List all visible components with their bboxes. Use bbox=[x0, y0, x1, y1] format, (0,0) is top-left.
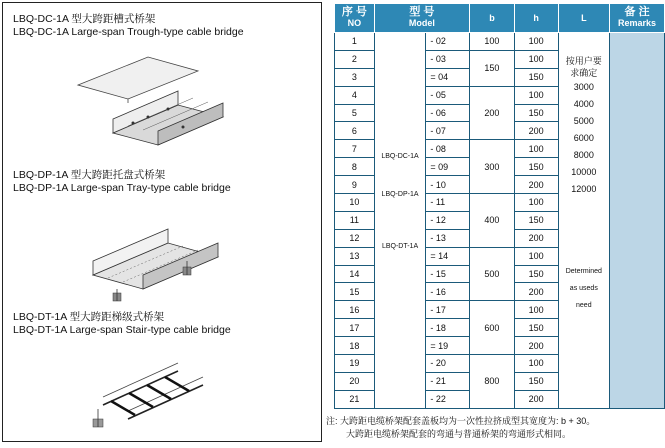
cell-no: 6 bbox=[335, 122, 375, 140]
cell-model-code: - 08 bbox=[426, 140, 470, 158]
cell-model-code: - 07 bbox=[426, 122, 470, 140]
model-name-label: LBQ-DP-1A bbox=[381, 191, 419, 198]
cell-no: 1 bbox=[335, 33, 375, 51]
cell-no: 3 bbox=[335, 68, 375, 86]
cell-h: 150 bbox=[514, 319, 558, 337]
cell-no: 8 bbox=[335, 158, 375, 176]
length-value: 4000 bbox=[573, 99, 594, 109]
spec-table bbox=[334, 3, 665, 409]
cell-no: 13 bbox=[335, 247, 375, 265]
cell-model-code: = 14 bbox=[426, 247, 470, 265]
cell-b: 600 bbox=[470, 301, 515, 355]
footnote-line-2: 大跨距电缆桥架配套的弯通与普通桥架的弯通形式相同。 bbox=[346, 429, 572, 439]
header-model: 型 号 Model bbox=[374, 4, 469, 33]
cell-h: 100 bbox=[514, 33, 558, 51]
cell-h: 100 bbox=[514, 301, 558, 319]
cell-no: 16 bbox=[335, 301, 375, 319]
cell-remarks bbox=[610, 33, 665, 409]
length-value: 求确定 bbox=[570, 68, 598, 78]
caption-cn: LBQ-DC-1A 型大跨距槽式桥架 bbox=[13, 13, 156, 25]
caption-en: LBQ-DT-1A Large-span Stair-type cable bridge bbox=[13, 324, 231, 336]
cell-b: 100 bbox=[470, 33, 515, 51]
table-footnote bbox=[326, 415, 595, 441]
cell-model-code: - 15 bbox=[426, 265, 470, 283]
length-value: 12000 bbox=[571, 184, 597, 194]
cell-b: 500 bbox=[470, 247, 515, 301]
length-value: 3000 bbox=[573, 82, 594, 92]
spec-table-wrap bbox=[334, 3, 665, 409]
cell-model-code: - 13 bbox=[426, 229, 470, 247]
model-name-label: LBQ-DT-1A bbox=[381, 243, 419, 250]
header-h: h bbox=[514, 4, 558, 33]
cell-model-code: - 11 bbox=[426, 194, 470, 212]
tray-bridge-illustration bbox=[73, 215, 233, 310]
cell-h: 200 bbox=[514, 390, 558, 408]
product-caption-trough bbox=[13, 13, 244, 39]
caption-en: LBQ-DC-1A Large-span Trough-type cable bridge bbox=[13, 26, 244, 38]
cell-model-code: - 05 bbox=[426, 86, 470, 104]
footnote-line-1: 注: 大跨距电缆桥架配套盖板均为一次性拉挤成型其宽度为: b + 30。 bbox=[326, 416, 596, 426]
product-caption-stair bbox=[13, 311, 231, 337]
stair-bridge-illustration bbox=[73, 349, 233, 439]
cell-no: 11 bbox=[335, 211, 375, 229]
header-no: 序 号 NO bbox=[335, 4, 375, 33]
header-remarks: 备 注 Remarks bbox=[610, 4, 665, 33]
product-illustrations-panel bbox=[2, 2, 322, 442]
cell-no: 5 bbox=[335, 104, 375, 122]
caption-cn: LBQ-DP-1A 型大跨距托盘式桥架 bbox=[13, 169, 166, 181]
cell-h: 200 bbox=[514, 122, 558, 140]
caption-en: LBQ-DP-1A Large-span Tray-type cable bridge bbox=[13, 182, 231, 194]
cell-model-code: = 09 bbox=[426, 158, 470, 176]
length-value: 按用户要 bbox=[565, 56, 602, 66]
cell-model-code: - 06 bbox=[426, 104, 470, 122]
cell-model-code: = 04 bbox=[426, 68, 470, 86]
cell-no: 2 bbox=[335, 50, 375, 68]
cell-h: 200 bbox=[514, 337, 558, 355]
cell-no: 4 bbox=[335, 86, 375, 104]
cell-h: 200 bbox=[514, 283, 558, 301]
header-l: L bbox=[558, 4, 610, 33]
cell-model-code: = 19 bbox=[426, 337, 470, 355]
cell-no: 12 bbox=[335, 229, 375, 247]
cell-l bbox=[558, 33, 610, 409]
table-header-row bbox=[335, 4, 665, 33]
model-name-label: LBQ-DC-1A bbox=[381, 153, 419, 160]
cell-h: 100 bbox=[514, 194, 558, 212]
cell-no: 7 bbox=[335, 140, 375, 158]
table-row bbox=[335, 33, 665, 51]
cell-model-code: - 10 bbox=[426, 176, 470, 194]
cell-no: 10 bbox=[335, 194, 375, 212]
cell-no: 15 bbox=[335, 283, 375, 301]
cell-b: 150 bbox=[470, 50, 515, 86]
cell-no: 19 bbox=[335, 355, 375, 373]
product-caption-tray bbox=[13, 169, 231, 195]
cell-h: 100 bbox=[514, 247, 558, 265]
cell-model-code: - 18 bbox=[426, 319, 470, 337]
cell-h: 100 bbox=[514, 50, 558, 68]
cell-no: 20 bbox=[335, 372, 375, 390]
cell-no: 9 bbox=[335, 176, 375, 194]
cell-h: 100 bbox=[514, 140, 558, 158]
cell-no: 21 bbox=[335, 390, 375, 408]
cell-h: 150 bbox=[514, 211, 558, 229]
cell-h: 150 bbox=[514, 265, 558, 283]
trough-bridge-illustration bbox=[73, 55, 233, 150]
cell-h: 200 bbox=[514, 176, 558, 194]
cell-no: 14 bbox=[335, 265, 375, 283]
cell-b: 400 bbox=[470, 194, 515, 248]
length-note: as useds bbox=[569, 285, 598, 292]
cell-no: 18 bbox=[335, 337, 375, 355]
length-value: 6000 bbox=[573, 133, 594, 143]
cell-model-code: - 03 bbox=[426, 50, 470, 68]
cell-b: 800 bbox=[470, 355, 515, 409]
cell-model-code: - 17 bbox=[426, 301, 470, 319]
cell-h: 150 bbox=[514, 104, 558, 122]
cell-model-code: - 21 bbox=[426, 372, 470, 390]
cell-model-code: - 22 bbox=[426, 390, 470, 408]
cell-b: 300 bbox=[470, 140, 515, 194]
cell-model-code: - 12 bbox=[426, 211, 470, 229]
length-note: Determined bbox=[565, 268, 602, 275]
caption-cn: LBQ-DT-1A 型大跨距梯级式桥架 bbox=[13, 311, 165, 323]
header-b: b bbox=[470, 4, 515, 33]
cell-model-code: - 20 bbox=[426, 355, 470, 373]
cell-h: 100 bbox=[514, 86, 558, 104]
cell-h: 150 bbox=[514, 372, 558, 390]
cell-model-name bbox=[374, 33, 426, 409]
length-value: 5000 bbox=[573, 116, 594, 126]
cell-h: 100 bbox=[514, 355, 558, 373]
cell-h: 150 bbox=[514, 68, 558, 86]
length-value: 8000 bbox=[573, 150, 594, 160]
cell-model-code: - 16 bbox=[426, 283, 470, 301]
length-note: need bbox=[576, 302, 592, 309]
cell-model-code: - 02 bbox=[426, 33, 470, 51]
cell-h: 150 bbox=[514, 158, 558, 176]
cell-b: 200 bbox=[470, 86, 515, 140]
cell-h: 200 bbox=[514, 229, 558, 247]
cell-no: 17 bbox=[335, 319, 375, 337]
length-value: 10000 bbox=[571, 167, 597, 177]
